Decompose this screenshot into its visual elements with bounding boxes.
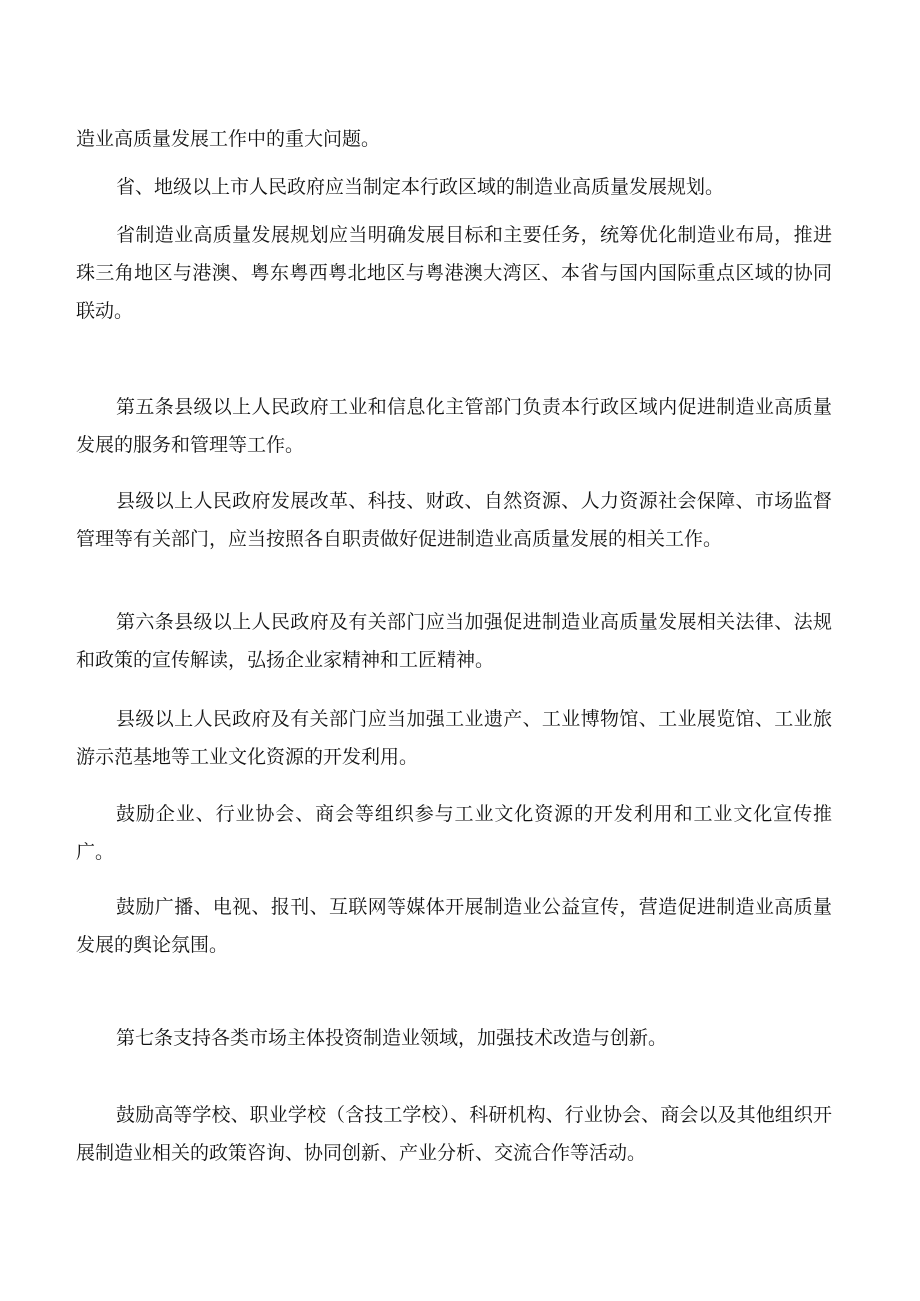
paragraph-plan-requirement: 省、地级以上市人民政府应当制定本行政区域的制造业高质量发展规划。 <box>116 176 725 198</box>
paragraph-article-6-organizations: 鼓励企业、行业协会、商会等组织参与工业文化资源的开发利用和工业文化宣传推广。 <box>76 803 832 863</box>
paragraph-continuation: 造业高质量发展工作中的重大问题。 <box>76 128 381 150</box>
paragraph-provincial-plan: 省制造业高质量发展规划应当明确发展目标和主要任务，统筹优化制造业布局，推进珠三角地区与港澳、粤东粤西粤北地区与粤港澳大湾区、本省与国内国际重点区域的协同联动。 <box>76 224 832 322</box>
paragraph-article-5-departments: 县级以上人民政府发展改革、科技、财政、自然资源、人力资源社会保障、市场监督管理等有关部门，应当按照各自职责做好促进制造业高质量发展的相关工作。 <box>76 490 832 550</box>
paragraph-article-6-media: 鼓励广播、电视、报刊、互联网等媒体开展制造业公益宣传，营造促进制造业高质量发展的舆论氛围。 <box>76 896 832 956</box>
paragraph-article-7-institutions: 鼓励高等学校、职业学校（含技工学校）、科研机构、行业协会、商会以及其他组织开展制造业相关的政策咨询、协同创新、产业分析、交流合作等活动。 <box>76 1104 832 1164</box>
paragraph-article-6-industrial-culture: 县级以上人民政府及有关部门应当加强工业遗产、工业博物馆、工业展览馆、工业旅游示范基地等工业文化资源的开发利用。 <box>76 708 832 768</box>
paragraph-article-5: 第五条县级以上人民政府工业和信息化主管部门负责本行政区域内促进制造业高质量发展的服务和管理等工作。 <box>76 396 832 456</box>
paragraph-article-6: 第六条县级以上人民政府及有关部门应当加强促进制造业高质量发展相关法律、法规和政策的宣传解读，弘扬企业家精神和工匠精神。 <box>76 611 832 671</box>
paragraph-article-7: 第七条支持各类市场主体投资制造业领域，加强技术改造与创新。 <box>116 1027 668 1049</box>
